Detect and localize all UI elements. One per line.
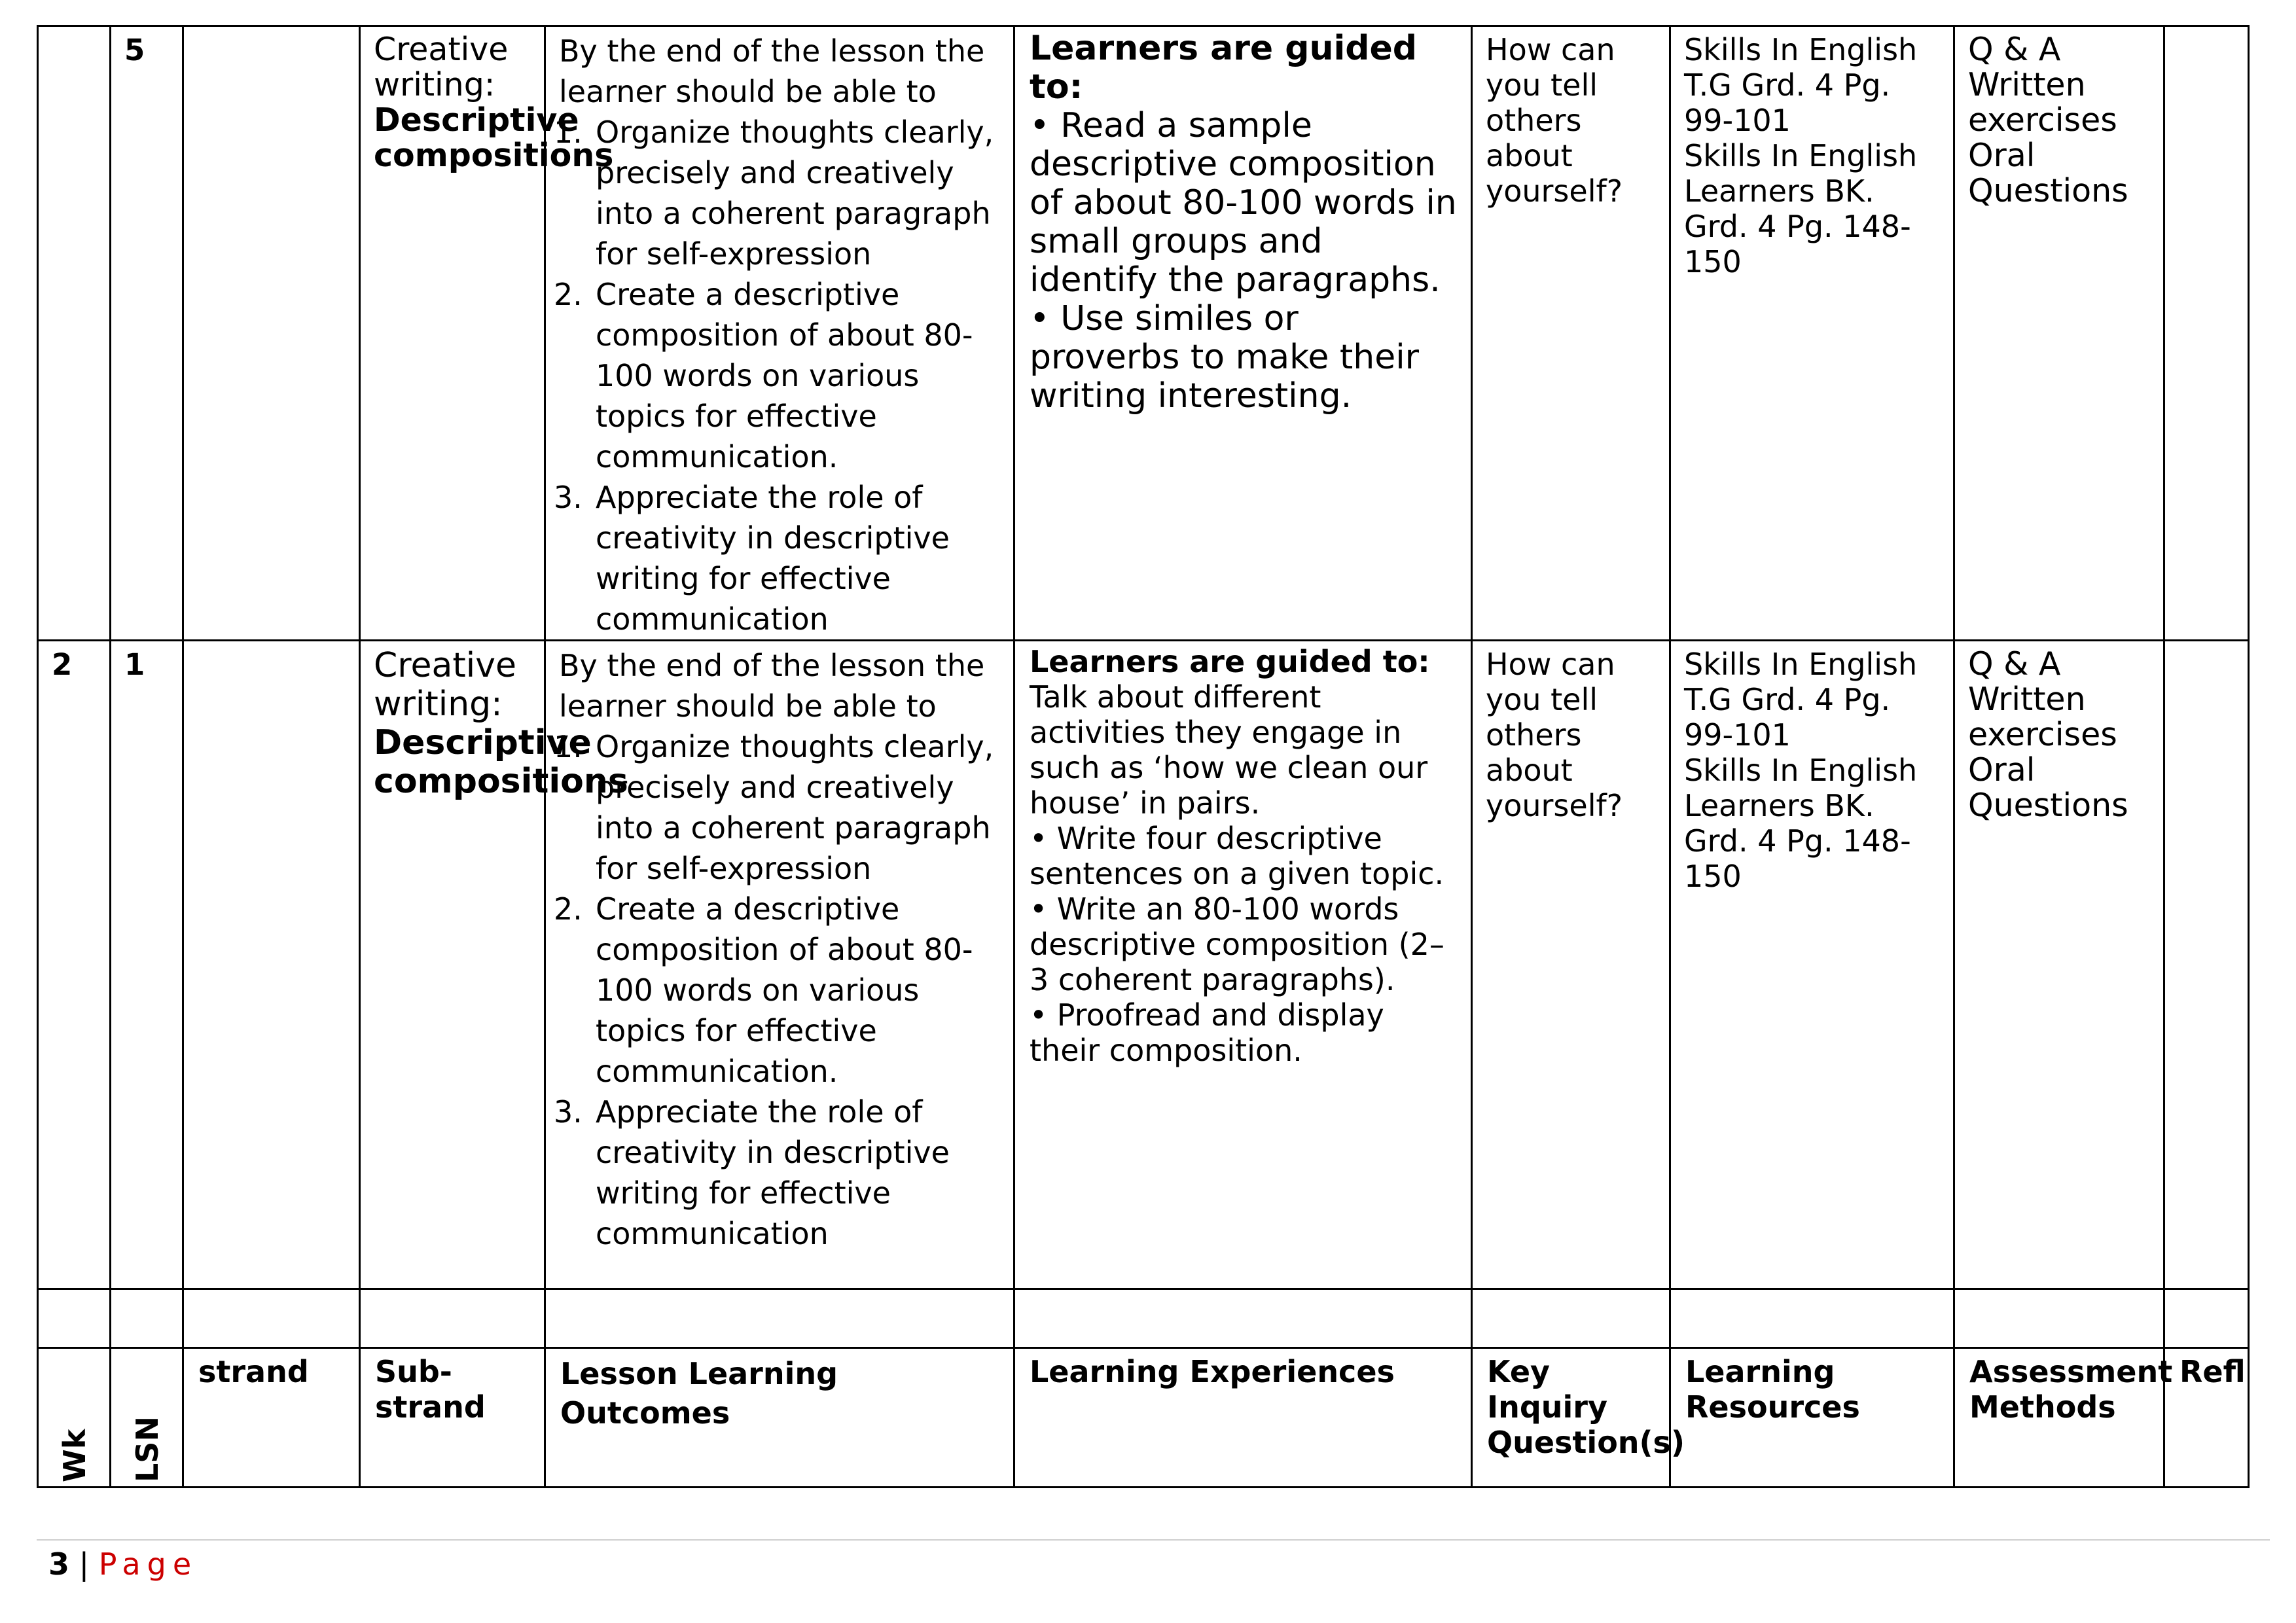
assessment-item: Written exercises: [1968, 681, 2117, 753]
strand-cell: [183, 641, 360, 1289]
experiences-heading: Learners are guided to:: [1030, 29, 1418, 107]
header-outcomes: Lesson Learning Outcomes: [545, 1348, 1014, 1488]
substrand-cell: [360, 641, 628, 1289]
experience-item: Talk about different activities they engage in such as ‘how we clean our house’ in pairs.: [1030, 679, 1428, 821]
scheme-of-work-table: [37, 25, 2250, 1488]
header-strand: strand: [183, 1348, 360, 1488]
header-row: [38, 1348, 2249, 1488]
table-row: [38, 26, 2249, 641]
resource-item: Skills In English Learners BK. Grd. 4 Pg. 148-150: [1684, 753, 1918, 894]
empty-cell: [545, 1289, 1014, 1348]
resources-cell: [1670, 641, 1954, 1289]
header-inquiry: Key Inquiry Question(s): [1472, 1348, 1670, 1488]
empty-cell: [1472, 1289, 1670, 1348]
week-cell: [38, 26, 111, 641]
assessment-cell: [1954, 641, 2164, 1289]
outcome-item: Organize thoughts clearly, precisely and creatively into a coherent paragraph for self-expression: [596, 729, 994, 886]
experience-item: • Read a sample descriptive composition of about 80-100 words in small groups and identify the paragraphs.: [1030, 106, 1457, 300]
header-resources: Learning Resources: [1670, 1348, 1954, 1488]
empty-cell: [1670, 1289, 1954, 1348]
assessment-item: Q & A: [1968, 31, 2061, 68]
resources-cell: [1670, 26, 1954, 641]
table-row: [38, 641, 2249, 1289]
outcomes-cell: [545, 26, 1014, 641]
resource-item: Skills In English T.G Grd. 4 Pg. 99-101: [1684, 32, 1918, 138]
inquiry-cell: How can you tell others about yourself?: [1472, 26, 1670, 641]
experience-item: • Write four descriptive sentences on a given topic.: [1030, 821, 1444, 891]
substrand-prefix: Creative writing:: [374, 31, 509, 103]
header-lesson-number: LSN: [111, 1348, 183, 1488]
reflection-cell: [2164, 26, 2249, 641]
substrand-cell: [360, 26, 614, 641]
assessment-item: Q & A: [1968, 645, 2061, 683]
header-assessment: Assessment Methods: [1954, 1348, 2164, 1488]
outcome-item: Appreciate the role of creativity in descriptive writing for effective communication: [596, 480, 950, 637]
empty-cell: [38, 1289, 111, 1348]
header-substrand: Sub-strand: [360, 1348, 545, 1488]
empty-cell: [1014, 1289, 1472, 1348]
footer-separator: |: [69, 1546, 99, 1582]
lesson-number-cell: 5: [111, 26, 183, 641]
substrand-title: Descriptive compositions: [374, 101, 614, 174]
outcomes-intro: By the end of the lesson the learner should be able to: [559, 33, 985, 109]
assessment-cell: [1954, 26, 2164, 641]
header-reflection: Refl: [2164, 1348, 2249, 1488]
experiences-cell: [1014, 641, 1472, 1289]
outcome-item: Organize thoughts clearly, precisely and creatively into a coherent paragraph for self-expression: [596, 115, 994, 272]
outcomes-list: [559, 112, 1004, 639]
outcomes-cell: [545, 641, 1014, 1289]
week-cell: 2: [38, 641, 111, 1289]
experience-item: • Proofread and display their composition.: [1030, 997, 1384, 1068]
experience-item: • Use similes or proverbs to make their writing interesting.: [1030, 299, 1420, 416]
outcomes-intro: By the end of the lesson the learner should be able to: [559, 648, 985, 724]
resource-item: Skills In English Learners BK. Grd. 4 Pg. 148-150: [1684, 138, 1918, 279]
experiences-cell: [1014, 26, 1472, 641]
footer-divider: [37, 1539, 2270, 1541]
inquiry-cell: How can you tell others about yourself?: [1472, 641, 1670, 1289]
reflection-cell: [2164, 641, 2249, 1289]
substrand-title: Descriptive compositions: [374, 723, 628, 801]
assessment-item: Oral Questions: [1968, 137, 2128, 209]
strand-cell: [183, 26, 360, 641]
experiences-heading: Learners are guided to:: [1030, 644, 1430, 679]
empty-row: [38, 1289, 2249, 1348]
assessment-item: Written exercises: [1968, 66, 2117, 139]
empty-cell: [2164, 1289, 2249, 1348]
outcome-item: Create a descriptive composition of about 80-100 words on various topics for effective communication.: [596, 277, 973, 474]
outcome-item: Appreciate the role of creativity in descriptive writing for effective communication: [596, 1094, 950, 1251]
empty-cell: [1954, 1289, 2164, 1348]
page-number: 3: [48, 1546, 70, 1582]
lesson-number-cell: 1: [111, 641, 183, 1289]
empty-cell: [360, 1289, 545, 1348]
header-week: Wk: [38, 1348, 111, 1488]
page-footer: [48, 1546, 198, 1582]
experience-item: • Write an 80-100 words descriptive composition (2–3 coherent paragraphs).: [1030, 891, 1444, 997]
substrand-prefix: Creative writing:: [374, 646, 517, 724]
header-experiences: Learning Experiences: [1014, 1348, 1472, 1488]
empty-cell: [111, 1289, 183, 1348]
assessment-item: Oral Questions: [1968, 751, 2128, 824]
outcome-item: Create a descriptive composition of about 80-100 words on various topics for effective communication.: [596, 891, 973, 1089]
empty-cell: [183, 1289, 360, 1348]
page-word: Page: [98, 1546, 198, 1582]
outcomes-list: [559, 726, 1004, 1254]
resource-item: Skills In English T.G Grd. 4 Pg. 99-101: [1684, 647, 1918, 753]
